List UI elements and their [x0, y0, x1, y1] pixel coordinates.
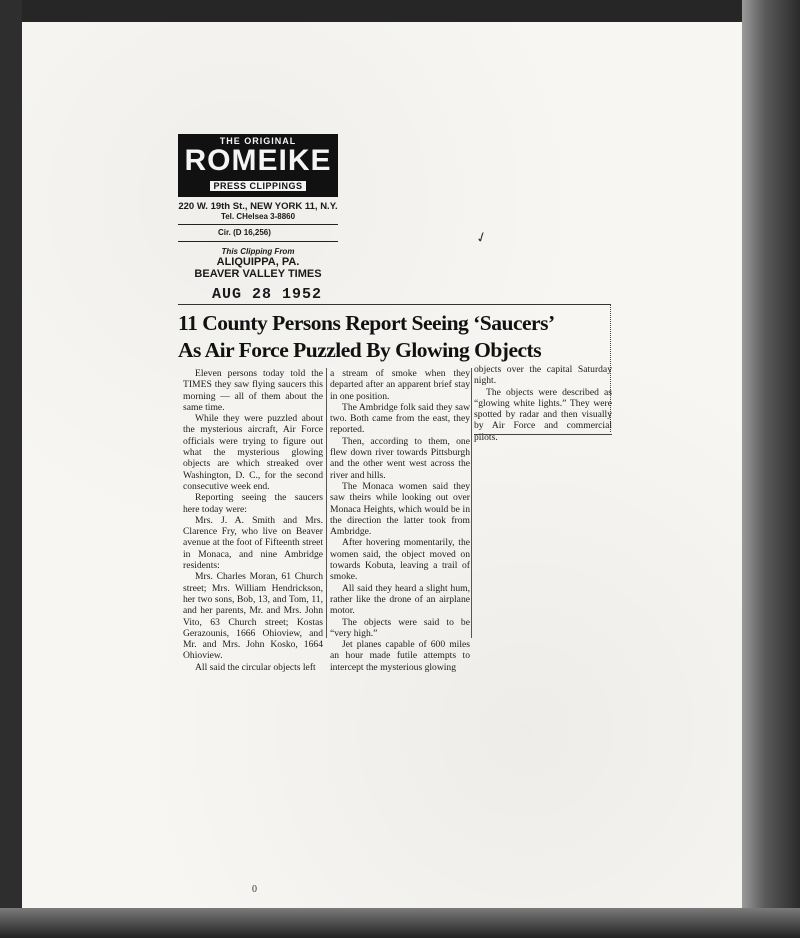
paragraph: Jet planes capable of 600 miles an hour made futile attempts to intercept the mysterious glowing [330, 639, 470, 673]
paragraph: All said they heard a slight hum, rather like the drone of an airplane motor. [330, 582, 470, 617]
paragraph: The objects were described as “glowing white lights.” They were spotted by radar and then visually by Air Force and commercial pilots. [474, 386, 612, 443]
paragraph: Mrs. Charles Moran, 61 Church street; Mrs. William Hendrickson, her two sons, Bob, 13, and Tom, 11, and her parents, Mr. and Mrs. John Vito, 63 Church street; Kostas Gerazounis, 1666 Ohioview, and Mr. and Mrs. John Kosko, 1664 Ohioview. [183, 571, 323, 662]
headline-top-rule [178, 304, 610, 305]
article-column-2 [330, 368, 470, 673]
article-column-1 [183, 368, 323, 673]
paragraph: The Monaca women said they saw theirs while looking out over Monaca Heights, which would be in the direction the latter took from Ambridge. [330, 480, 470, 538]
scan-border-right [742, 0, 800, 938]
paragraph: a stream of smoke when they departed after an apparent brief stay in one position. [330, 368, 470, 402]
date-stamp: AUG 28 1952 [212, 286, 323, 303]
paragraph: Mrs. J. A. Smith and Mrs. Clarence Fry, who live on Beaver avenue at the foot of Fifteenth street in Monaca, and nine Ambridge residents: [183, 514, 323, 572]
label-city: ALIQUIPPA, PA. [216, 256, 300, 268]
label-address: 220 W. 19th St., NEW YORK 11, N.Y. [178, 201, 338, 212]
paragraph: All said the circular objects left [195, 661, 316, 673]
article-headline [178, 310, 618, 364]
scan-border-left [0, 0, 22, 938]
scan-border-top [0, 0, 800, 22]
column-divider [471, 368, 472, 638]
scan-border-bottom [0, 908, 800, 938]
paragraph: Eleven persons today told the TIMES they saw flying saucers this morning — all of them about the same time. [183, 368, 323, 413]
romeike-clipping-label [178, 134, 338, 303]
logo-sub-text: PRESS CLIPPINGS [210, 181, 305, 191]
paragraph: Reporting seeing the saucers here today were: [183, 492, 323, 515]
pen-mark-icon: ✓ [473, 228, 491, 248]
romeike-logo [178, 134, 338, 197]
headline-line-1: 11 County Persons Report Seeing ‘Saucers’ [178, 311, 555, 335]
headline-line-2: As Air Force Puzzled By Glowing Objects [178, 338, 542, 362]
page-mark: 0 [252, 884, 257, 895]
article-column-3 [474, 364, 612, 443]
label-circulation: Cir. (D 16,256) [178, 224, 338, 237]
column-divider [326, 368, 327, 638]
label-telephone: Tel. CHelsea 3-8860 [220, 212, 296, 221]
paragraph: While they were puzzled about the mysterious aircraft, Air Force officials were trying to figure out what the mysterious glowing objects are which streaked over Washington, D. C., for the second consecutive week end. [183, 413, 323, 492]
paragraph: objects over the capital Saturday night. [474, 364, 612, 387]
logo-top-text: THE ORIGINAL [219, 136, 297, 146]
label-clipping-from: This Clipping From [178, 241, 338, 256]
paragraph: After hovering momentarily, the women said, the object moved on towards Kobuta, leaving a trail of smoke. [330, 537, 470, 583]
logo-main-text: ROMEIKE [184, 144, 332, 177]
paragraph: Then, according to them, one flew down river towards Pittsburgh and the other went west across the river and hills. [330, 435, 470, 481]
paragraph: The Ambridge folk said they saw two. Both came from the east, they reported. [330, 401, 470, 436]
paragraph: The objects were said to be “very high.” [330, 616, 470, 639]
column-3-bottom-rule [474, 434, 612, 435]
label-newspaper: BEAVER VALLEY TIMES [194, 268, 322, 280]
